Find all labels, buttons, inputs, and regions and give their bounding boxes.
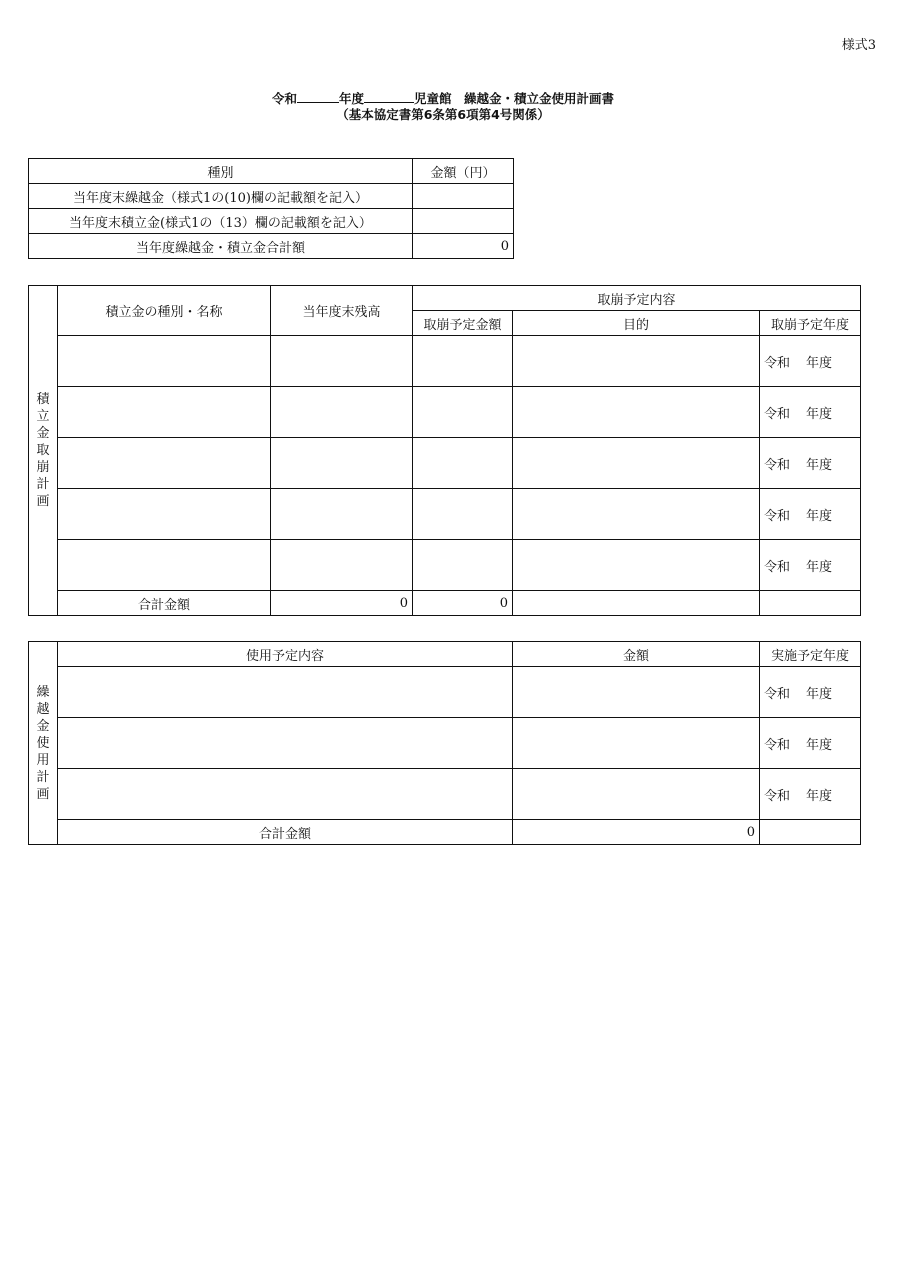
reserve-balance-cell[interactable] <box>271 438 413 489</box>
reserve-total-label: 合計金額 <box>58 591 271 616</box>
reserve-balance-cell[interactable] <box>271 336 413 387</box>
reserve-header-year: 取崩予定年度 <box>760 311 861 336</box>
summary-table <box>28 158 514 259</box>
reserve-total-row <box>29 591 861 616</box>
reserve-name-cell[interactable] <box>58 489 271 540</box>
summary-row-label: 当年度末積立金(様式1の（13）欄の記載額を記入） <box>29 209 413 234</box>
carryover-content-cell[interactable] <box>58 769 513 820</box>
reserve-total-purpose-cell <box>513 591 760 616</box>
reserve-year-cell[interactable]: 令和 年度 <box>760 540 861 591</box>
reserve-amount-cell[interactable] <box>413 489 513 540</box>
title-rest: 児童館 繰越金・積立金使用計画書 <box>414 91 615 106</box>
summary-row-label: 当年度繰越金・積立金合計額 <box>29 234 413 259</box>
reserve-name-cell[interactable] <box>58 336 271 387</box>
reserve-purpose-cell[interactable] <box>513 438 760 489</box>
reserve-header-purpose: 目的 <box>513 311 760 336</box>
carryover-content-cell[interactable] <box>58 667 513 718</box>
reserve-purpose-cell[interactable] <box>513 540 760 591</box>
reserve-header-balance: 当年度末残高 <box>271 286 413 336</box>
carryover-plan-table <box>28 641 861 845</box>
carryover-header-content: 使用予定内容 <box>58 642 513 667</box>
reserve-year-cell[interactable]: 令和 年度 <box>760 336 861 387</box>
reserve-amount-cell[interactable] <box>413 438 513 489</box>
table-row <box>29 667 861 718</box>
title-line-2: （基本協定書第6条第6項第4号関係） <box>336 107 550 122</box>
summary-row-amount[interactable] <box>413 209 514 234</box>
reserve-name-cell[interactable] <box>58 540 271 591</box>
summary-row-amount: 0 <box>413 234 514 259</box>
summary-row-amount[interactable] <box>413 184 514 209</box>
table-row <box>29 387 861 438</box>
form-number: 様式3 <box>841 38 876 53</box>
reserve-total-amount: 0 <box>413 591 513 616</box>
carryover-total-year-cell <box>760 820 861 845</box>
reserve-name-cell[interactable] <box>58 387 271 438</box>
carryover-amount-cell[interactable] <box>513 769 760 820</box>
reserve-name-cell[interactable] <box>58 438 271 489</box>
title-year: 年度 <box>338 91 364 106</box>
table-row <box>29 769 861 820</box>
reserve-purpose-cell[interactable] <box>513 336 760 387</box>
carryover-plan-side-label: 繰 越 金 使 用 計 画 <box>29 642 58 845</box>
reserve-amount-cell[interactable] <box>413 387 513 438</box>
carryover-content-cell[interactable] <box>58 718 513 769</box>
table-row <box>29 540 861 591</box>
reserve-total-year-cell <box>760 591 861 616</box>
reserve-purpose-cell[interactable] <box>513 489 760 540</box>
carryover-year-cell[interactable]: 令和 年度 <box>760 769 861 820</box>
reserve-total-balance: 0 <box>271 591 413 616</box>
summary-row-label: 当年度末繰越金（様式1の(10)欄の記載額を記入） <box>29 184 413 209</box>
facility-name-blank[interactable] <box>364 90 414 103</box>
reserve-plan-side-label: 積 立 金 取 崩 計 画 <box>29 286 58 616</box>
reserve-year-cell[interactable]: 令和 年度 <box>760 489 861 540</box>
table-row <box>29 718 861 769</box>
carryover-amount-cell[interactable] <box>513 667 760 718</box>
fiscal-year-blank[interactable] <box>297 90 339 103</box>
reserve-purpose-cell[interactable] <box>513 387 760 438</box>
reserve-balance-cell[interactable] <box>271 489 413 540</box>
carryover-header-amount: 金額 <box>513 642 760 667</box>
summary-header-type: 種別 <box>29 159 413 184</box>
table-row <box>29 438 861 489</box>
reserve-balance-cell[interactable] <box>271 540 413 591</box>
carryover-total-row <box>29 820 861 845</box>
reserve-balance-cell[interactable] <box>271 387 413 438</box>
reserve-plan-table <box>28 285 861 616</box>
reserve-header-group: 取崩予定内容 <box>413 286 861 311</box>
carryover-header-year: 実施予定年度 <box>760 642 861 667</box>
carryover-total-amount: 0 <box>513 820 760 845</box>
reserve-year-cell[interactable]: 令和 年度 <box>760 387 861 438</box>
carryover-year-cell[interactable]: 令和 年度 <box>760 718 861 769</box>
table-row <box>29 489 861 540</box>
title-line-1 <box>0 90 886 107</box>
reserve-header-name: 積立金の種別・名称 <box>58 286 271 336</box>
carryover-year-cell[interactable]: 令和 年度 <box>760 667 861 718</box>
title-era: 令和 <box>271 91 297 106</box>
summary-header-amount: 金額（円） <box>413 159 514 184</box>
table-row <box>29 336 861 387</box>
carryover-total-label: 合計金額 <box>58 820 513 845</box>
reserve-header-amount: 取崩予定金額 <box>413 311 513 336</box>
carryover-amount-cell[interactable] <box>513 718 760 769</box>
reserve-year-cell[interactable]: 令和 年度 <box>760 438 861 489</box>
reserve-amount-cell[interactable] <box>413 336 513 387</box>
reserve-amount-cell[interactable] <box>413 540 513 591</box>
document-title <box>0 90 886 123</box>
